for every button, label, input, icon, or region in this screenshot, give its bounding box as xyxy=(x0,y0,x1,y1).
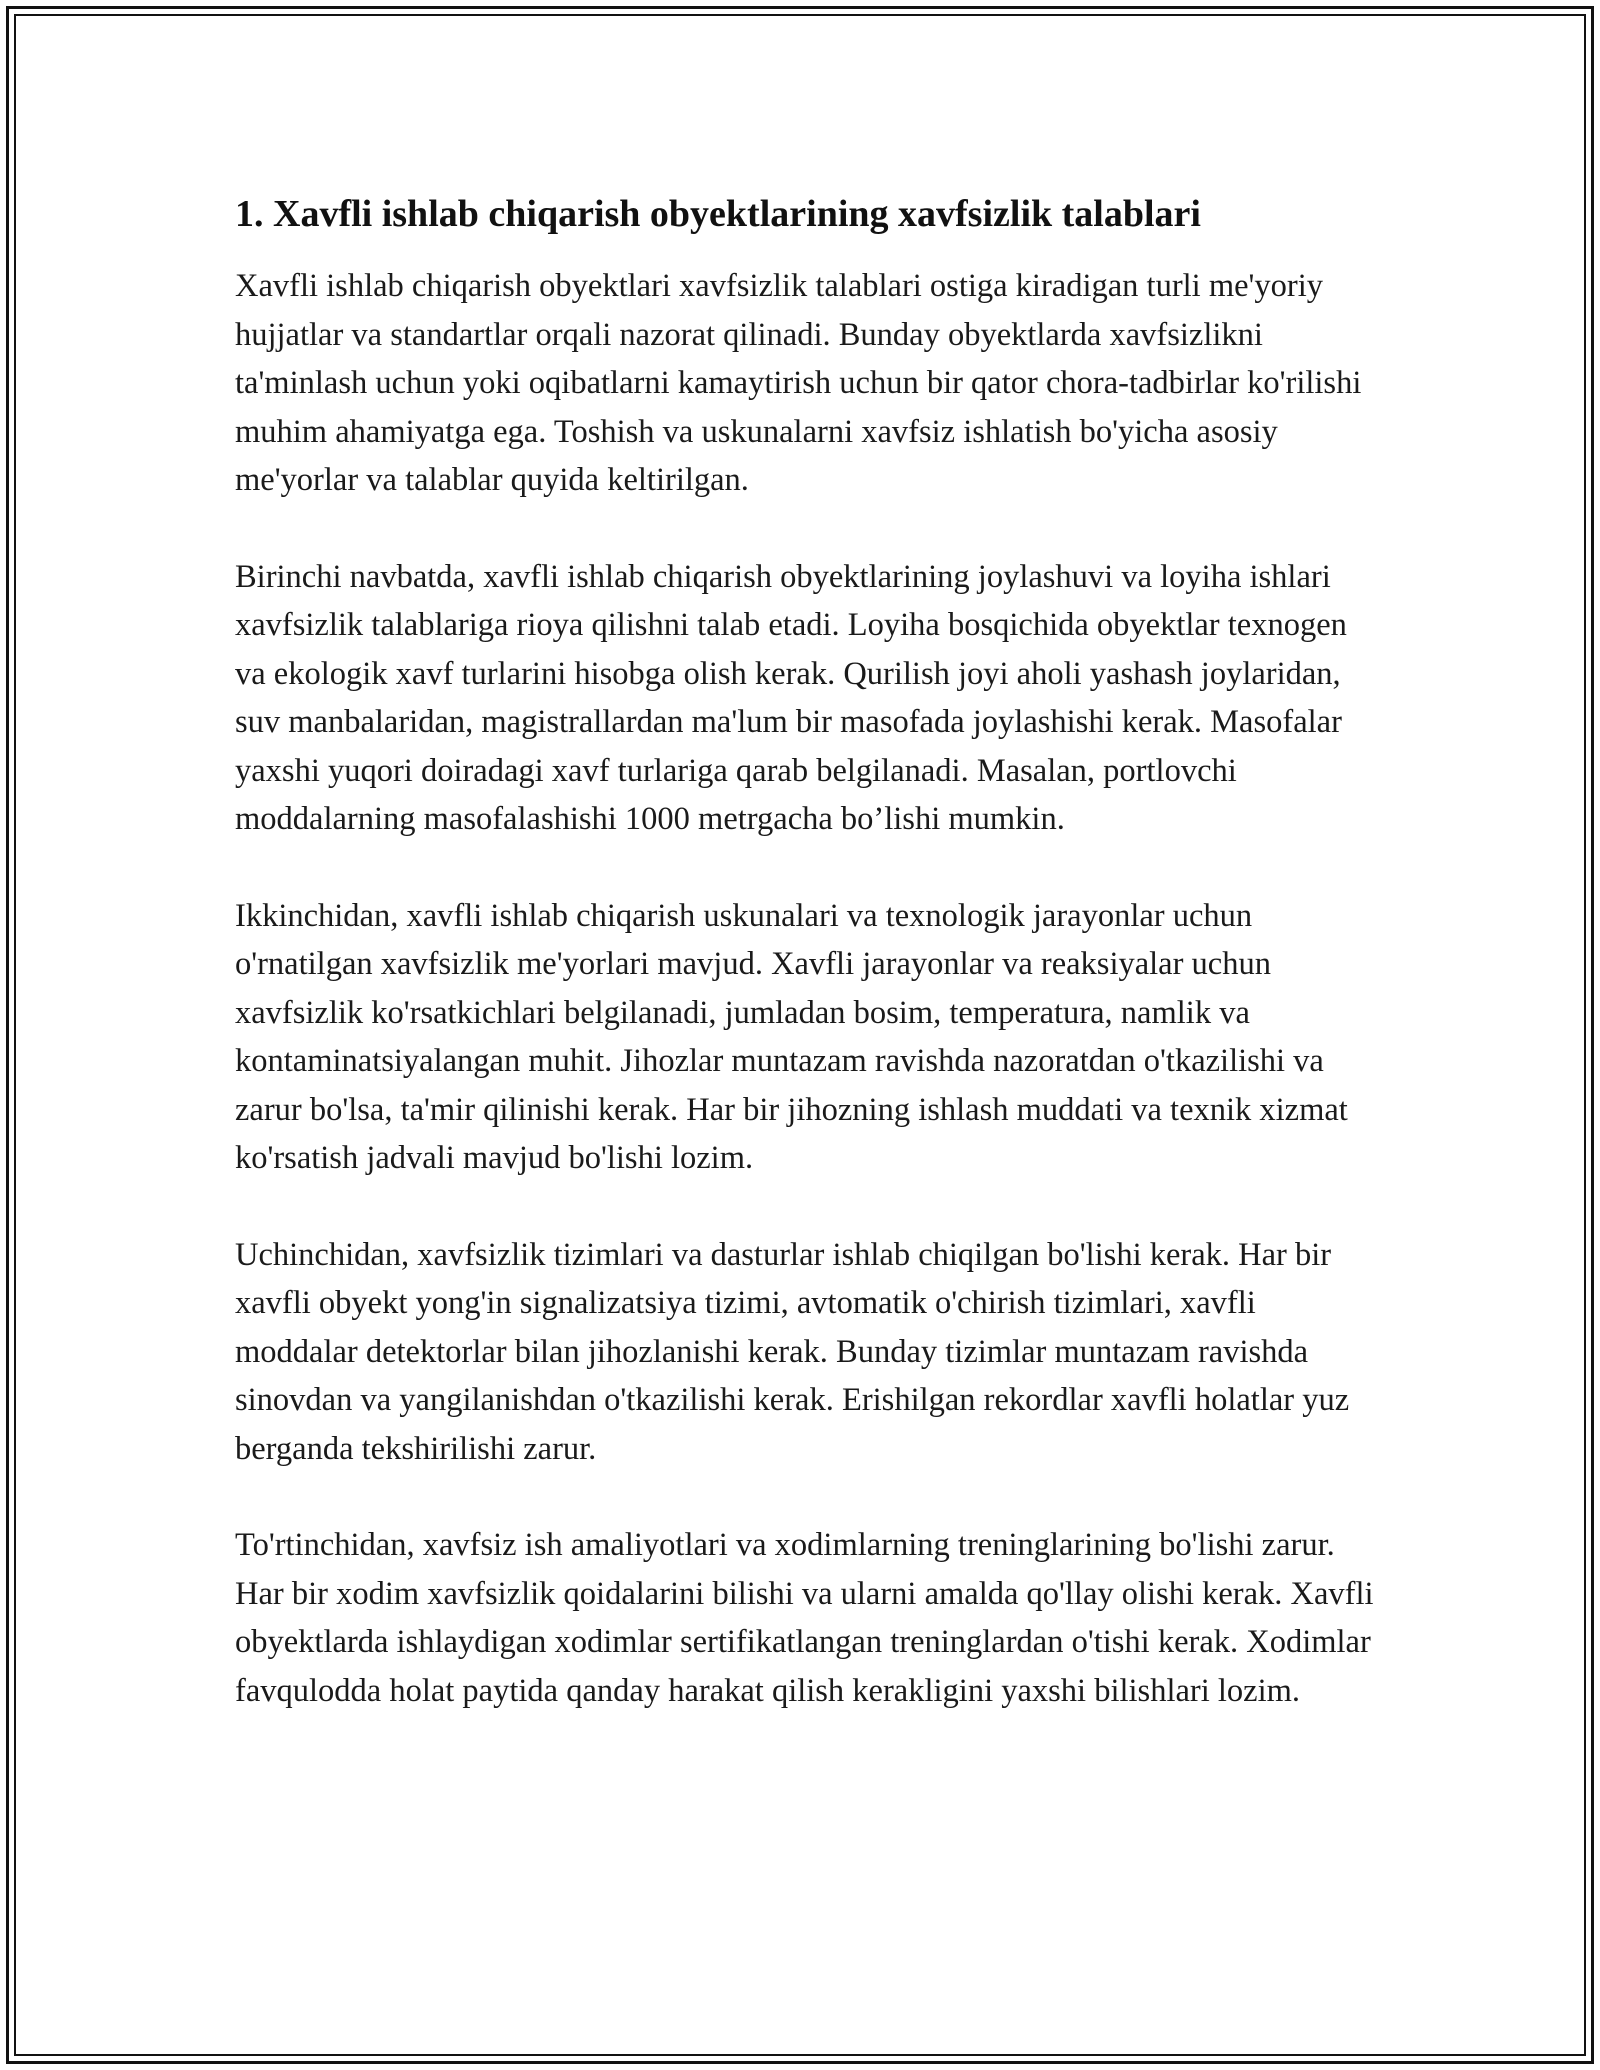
paragraph-first: Birinchi navbatda, xavfli ishlab chiqarish obyektlarining joylashuvi va loyiha ishlari xavfsizlik talablariga rioya qilishni talab etadi. Loyiha bosqichida obyektlar texnogen va ekologik xavf turlarini hisobga olish kerak. Qurilish joyi aholi yashash joylaridan, suv manbalaridan, magistrallardan ma'lum bir masofada joylashishi kerak. Masofalar yaxshi yuqori doiradagi xavf turlariga qarab belgilanadi. Masalan, portlovchi moddalarning masofalashishi 1000 metrgacha bo’lishi mumkin. xyxy=(235,558,1347,837)
paragraph-intro: Xavfli ishlab chiqarish obyektlari xavfsizlik talablari ostiga kiradigan turli me'yoriy hujjatlar va standartlar orqali nazorat qilinadi. Bunday obyektlarda xavfsizlikni ta'minlash uchun yoki oqibatlarni kamaytirish uchun bir qator chora-tadbirlar ko'rilishi muhim ahamiyatga ega. Toshish va uskunalarni xavfsiz ishlatish bo'yicha asosiy me'yorlar va talablar quyida keltirilgan. xyxy=(235,268,1362,498)
paragraph-second: Ikkinchidan, xavfli ishlab chiqarish uskunalari va texnologik jarayonlar uchun o'rnatilgan xavfsizlik me'yorlari mavjud. Xavfli jarayonlar va reaksiyalar uchun xavfsizlik ko'rsatkichlari belgilanadi, jumladan bosim, temperatura, namlik va kontaminatsiyalangan muhit. Jihozlar muntazam ravishda nazoratdan o'tkazilishi va zarur bo'lsa, ta'mir qilinishi kerak. Har bir jihozning ishlash muddati va texnik xizmat ko'rsatish jadvali mavjud bo'lishi lozim. xyxy=(235,897,1348,1176)
paragraph-fourth: To'rtinchidan, xavfsiz ish amaliyotlari va xodimlarning treninglarining bo'lishi zarur. Har bir xodim xavfsizlik qoidalarini bilishi va ularni amalda qo'llay olishi kerak. Xavfli obyektlarda ishlaydigan xodimlar sertifikatlangan treninglardan o'tishi kerak. Xodimlar favqulodda holat paytida qanday harakat qilish kerakligini yaxshi bilishlari lozim. xyxy=(235,1527,1374,1709)
paragraph-third: Uchinchidan, xavfsizlik tizimlari va dasturlar ishlab chiqilgan bo'lishi kerak. Har bir xavfli obyekt yong'in signalizatsiya tizimi, avtomatik o'chirish tizimlari, xavfli moddalar detektorlar bilan jihozlanishi kerak. Bunday tizimlar muntazam ravishda sinovdan va yangilanishdan o'tkazilishi kerak. Erishilgan rekordlar xavfli holatlar yuz berganda tekshirilishi zarur. xyxy=(235,1236,1350,1467)
document-body xyxy=(235,186,1385,1715)
section-heading: 1. Xavfli ishlab chiqarish obyektlarining xavfsizlik talablari xyxy=(235,193,1201,235)
